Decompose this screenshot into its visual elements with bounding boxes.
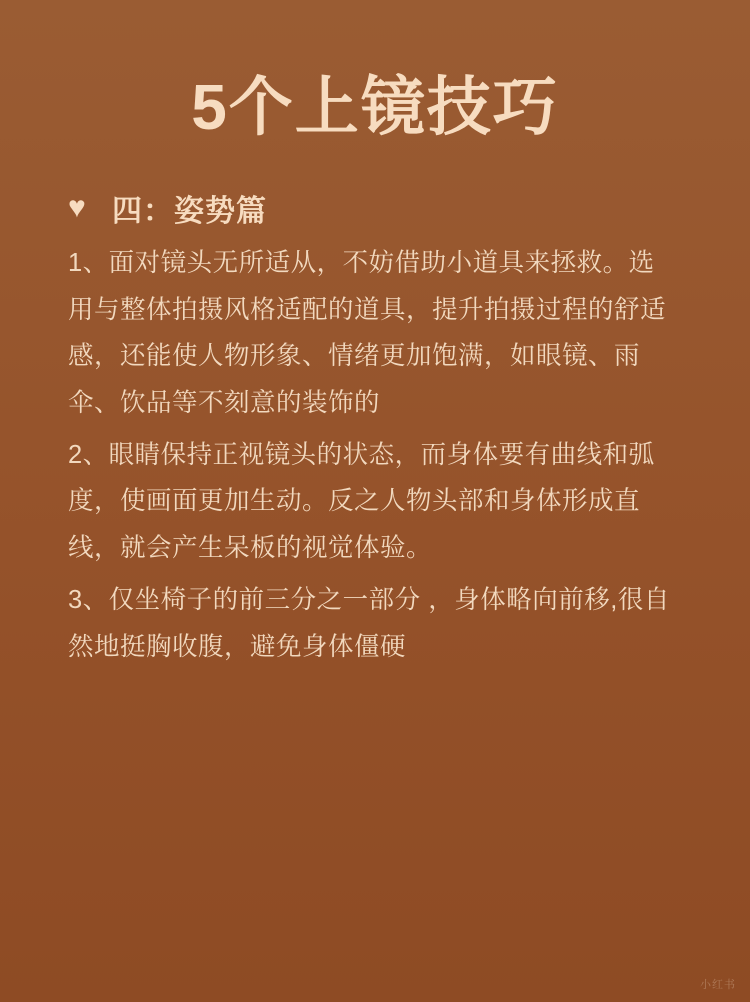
section-title: 四：姿势篇 [112,195,267,229]
body-text [68,240,678,670]
section-header [68,186,750,230]
paragraph-2: 2、眼睛保持正视镜头的状态，而身体要有曲线和弧度，使画面更加生动。反之人物头部和身体形成直线，就会产生呆板的视觉体验。 [68,441,655,562]
paragraph-3: 3、仅坐椅子的前三分之一部分 ，身体略向前移,很自然地挺胸收腹，避免身体僵硬 [68,586,670,661]
page-title: 5个上镜技巧 [191,71,559,143]
paragraph-1: 1、面对镜头无所适从，不妨借助小道具来拯救。选用与整体拍摄风格适配的道具，提升拍摄过程的舒适感，还能使人物形象、情绪更加饱满，如眼镜、雨伞、饮品等不刻意的装饰的 [68,249,667,417]
heart-icon: ♥ [68,191,86,225]
watermark: 小红书 [700,979,736,991]
